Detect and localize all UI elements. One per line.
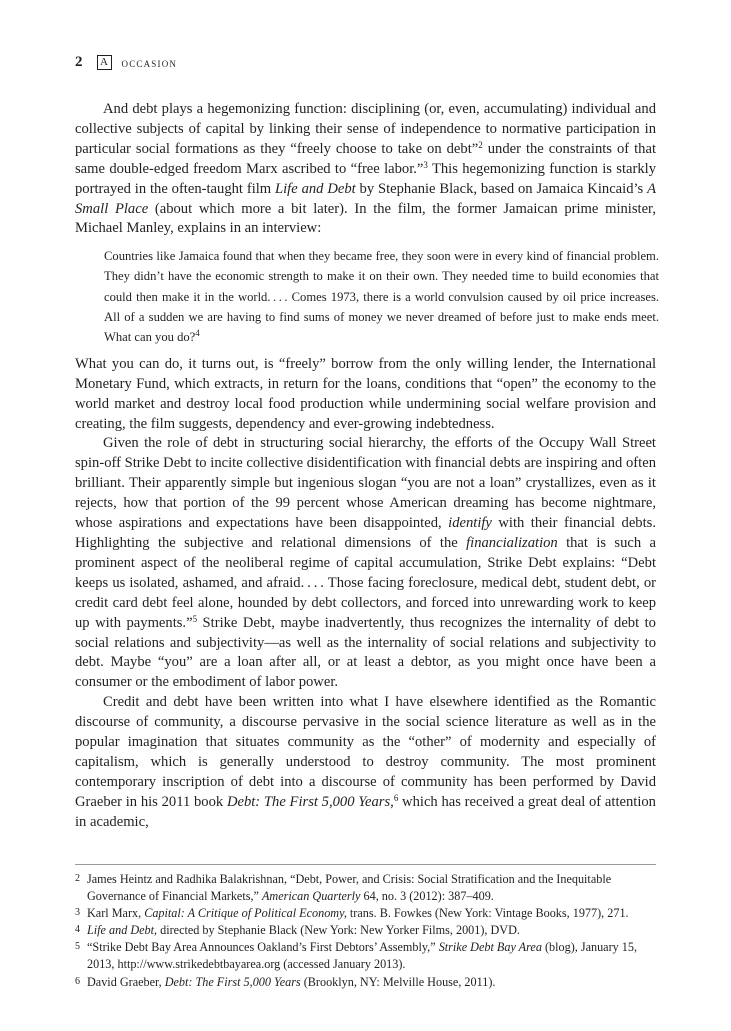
footnote-divider bbox=[75, 864, 656, 865]
emphasis: financialization bbox=[466, 534, 558, 551]
journal-title: American Quarterly bbox=[261, 889, 361, 904]
footnote-2 bbox=[75, 871, 656, 905]
footnote-ref[interactable]: 4 bbox=[195, 327, 200, 338]
footnote-6 bbox=[75, 974, 656, 991]
text-run: And debt plays a hegemonizing function: disciplining (or, even, accumulating) individual and collective subjects of capital by linking their sense of independence to normative participation in particular social formations as they “freely choose to take on debt” bbox=[75, 101, 656, 157]
text-run: trans. B. Fowkes (New York: Vintage Books, 1977), 271. bbox=[346, 906, 629, 921]
footnote-5 bbox=[75, 939, 656, 973]
footnote-4 bbox=[75, 922, 656, 939]
body-text bbox=[75, 100, 659, 833]
text-run: (about which more a bit later). In the film, the former Jamaican prime minister, Michael Manley, explains in an interview: bbox=[75, 200, 656, 237]
book-title: Debt: The First 5,000 Years, bbox=[226, 793, 394, 810]
paragraph-3 bbox=[75, 434, 656, 693]
footnote-number: 6 bbox=[75, 975, 80, 987]
section-name: occasion bbox=[121, 54, 178, 70]
footnote-number: 4 bbox=[75, 924, 80, 936]
text-run: 64, no. 3 (2012): 387–409. bbox=[360, 889, 494, 904]
paragraph-1 bbox=[75, 100, 656, 239]
footnote-ref[interactable]: 5 bbox=[192, 613, 198, 624]
footnotes bbox=[75, 871, 656, 991]
text-run: James Heintz and Radhika Balakrishnan, “Debt, Power, and Crisis: Social Stratification and the Inequitable Governance of Financial Markets,” bbox=[87, 872, 612, 904]
emphasis: identify bbox=[448, 515, 492, 532]
footnote-number: 3 bbox=[75, 907, 80, 919]
text-run: which has received a great deal of attention in academic, bbox=[75, 793, 656, 830]
book-title: Capital: A Critique of Political Economy, bbox=[144, 906, 347, 921]
text-run: Karl Marx, bbox=[87, 906, 145, 921]
text-run: David Graeber, bbox=[87, 974, 165, 989]
book-title: A Small Place bbox=[75, 180, 657, 217]
paragraph-4 bbox=[75, 693, 656, 832]
footnote-ref[interactable]: 2 bbox=[478, 139, 483, 150]
footnote-ref[interactable]: 6 bbox=[393, 792, 399, 803]
text-run: (Brooklyn, NY: Melville House, 2011). bbox=[300, 974, 496, 989]
text-run: Given the role of debt in structuring social hierarchy, the efforts of the Occupy Wall Street spin-off Strike Debt to incite collective disidentification with financial debts are inspiring and often brilliant. Their apparently simple but ingenious slogan “you are not a loan” crystallizes, even as it rejects, how that portion of the 99 percent whose American dreaming has become nightmare, whose aspirations and expectations have been disappointed, bbox=[75, 435, 656, 532]
book-title: Debt: The First 5,000 Years bbox=[164, 974, 301, 989]
text-run: by Stephanie Black, based on Jamaica Kincaid’s bbox=[355, 180, 648, 197]
text-run: Credit and debt have been written into what I have elsewhere identified as the Romantic discourse of community, a discourse pervasive in the social science literature as well as in the popular imagination that situates community as the “other” of modernity and especially of capitalism, which is generally understood to destroy community. The most prominent contemporary inscription of debt into a discourse of community has been performed by David Graeber in his 2011 book bbox=[75, 694, 656, 810]
text-run: This hegemonizing function is starkly portrayed in the often-taught film bbox=[75, 160, 657, 197]
footnote-number: 2 bbox=[75, 873, 80, 884]
text-run: directed by Stephanie Black (New York: New Yorker Films, 2001), DVD. bbox=[157, 923, 520, 938]
text-run: (blog), January 15, 2013, http://www.strikedebtbayarea.org (accessed January 2013). bbox=[87, 940, 638, 972]
quote-text: Countries like Jamaica found that when they became free, they soon were in every kind of financial problem. They didn’t have the economic strength to make it on their own. They needed time to build economies that could then make it in the world. . . . Comes 1973, there is a world convulsion caused by oil price increases. All of a sudden we are having to find sums of money we never dreamed of before just to make ends meet. What can you do? bbox=[104, 249, 659, 344]
text-run: with their financial debts. Highlighting the subjective and relational dimensions of the bbox=[75, 515, 656, 551]
paragraph-2: What you can do, it turns out, is “freely” borrow from the only willing lender, the International Monetary Fund, which extracts, in return for the loans, conditions that “open” the economy to the world market and destroy local food production while undermining social welfare provision and creating, the film suggests, dependency and ever-growing indebtedness. bbox=[75, 355, 656, 432]
footnote-number: 5 bbox=[75, 941, 80, 953]
footnote-ref[interactable]: 3 bbox=[423, 159, 428, 170]
block-quote bbox=[104, 246, 659, 346]
text-run: Strike Debt, maybe inadvertently, thus recognizes the internality of debt to social relations and subjectivity—as well as the internality of social relations and subjectivity to debt. Maybe “you” are a loan after all, or at least a debtor, as you might once have been a consumer or the embodiment of labor power. bbox=[75, 614, 656, 691]
film-title: Life and Debt, bbox=[87, 923, 158, 938]
text-run: that is such a prominent aspect of the neoliberal regime of capital accumulation, Strike Debt explains: “Debt keeps us isolated, ashamed, and afraid. . . . Those facing foreclosure, medical debt, student debt, or credit card debt feel alone, hounded by debt collectors, and forced into unrewarding work to keep up with payments.” bbox=[75, 534, 656, 631]
running-head bbox=[75, 54, 177, 71]
text-run: “Strike Debt Bay Area Announces Oakland’s First Debtors’ Assembly,” bbox=[87, 940, 439, 955]
blog-title: Strike Debt Bay Area bbox=[438, 940, 542, 955]
text-run: under the constraints of that same double-edged freedom Marx ascribed to “free labor.” bbox=[75, 140, 656, 177]
footnote-3 bbox=[75, 905, 656, 922]
film-title: Life and Debt bbox=[275, 180, 356, 197]
publisher-logo-icon: A bbox=[97, 55, 112, 70]
page-number: 2 bbox=[75, 54, 83, 70]
